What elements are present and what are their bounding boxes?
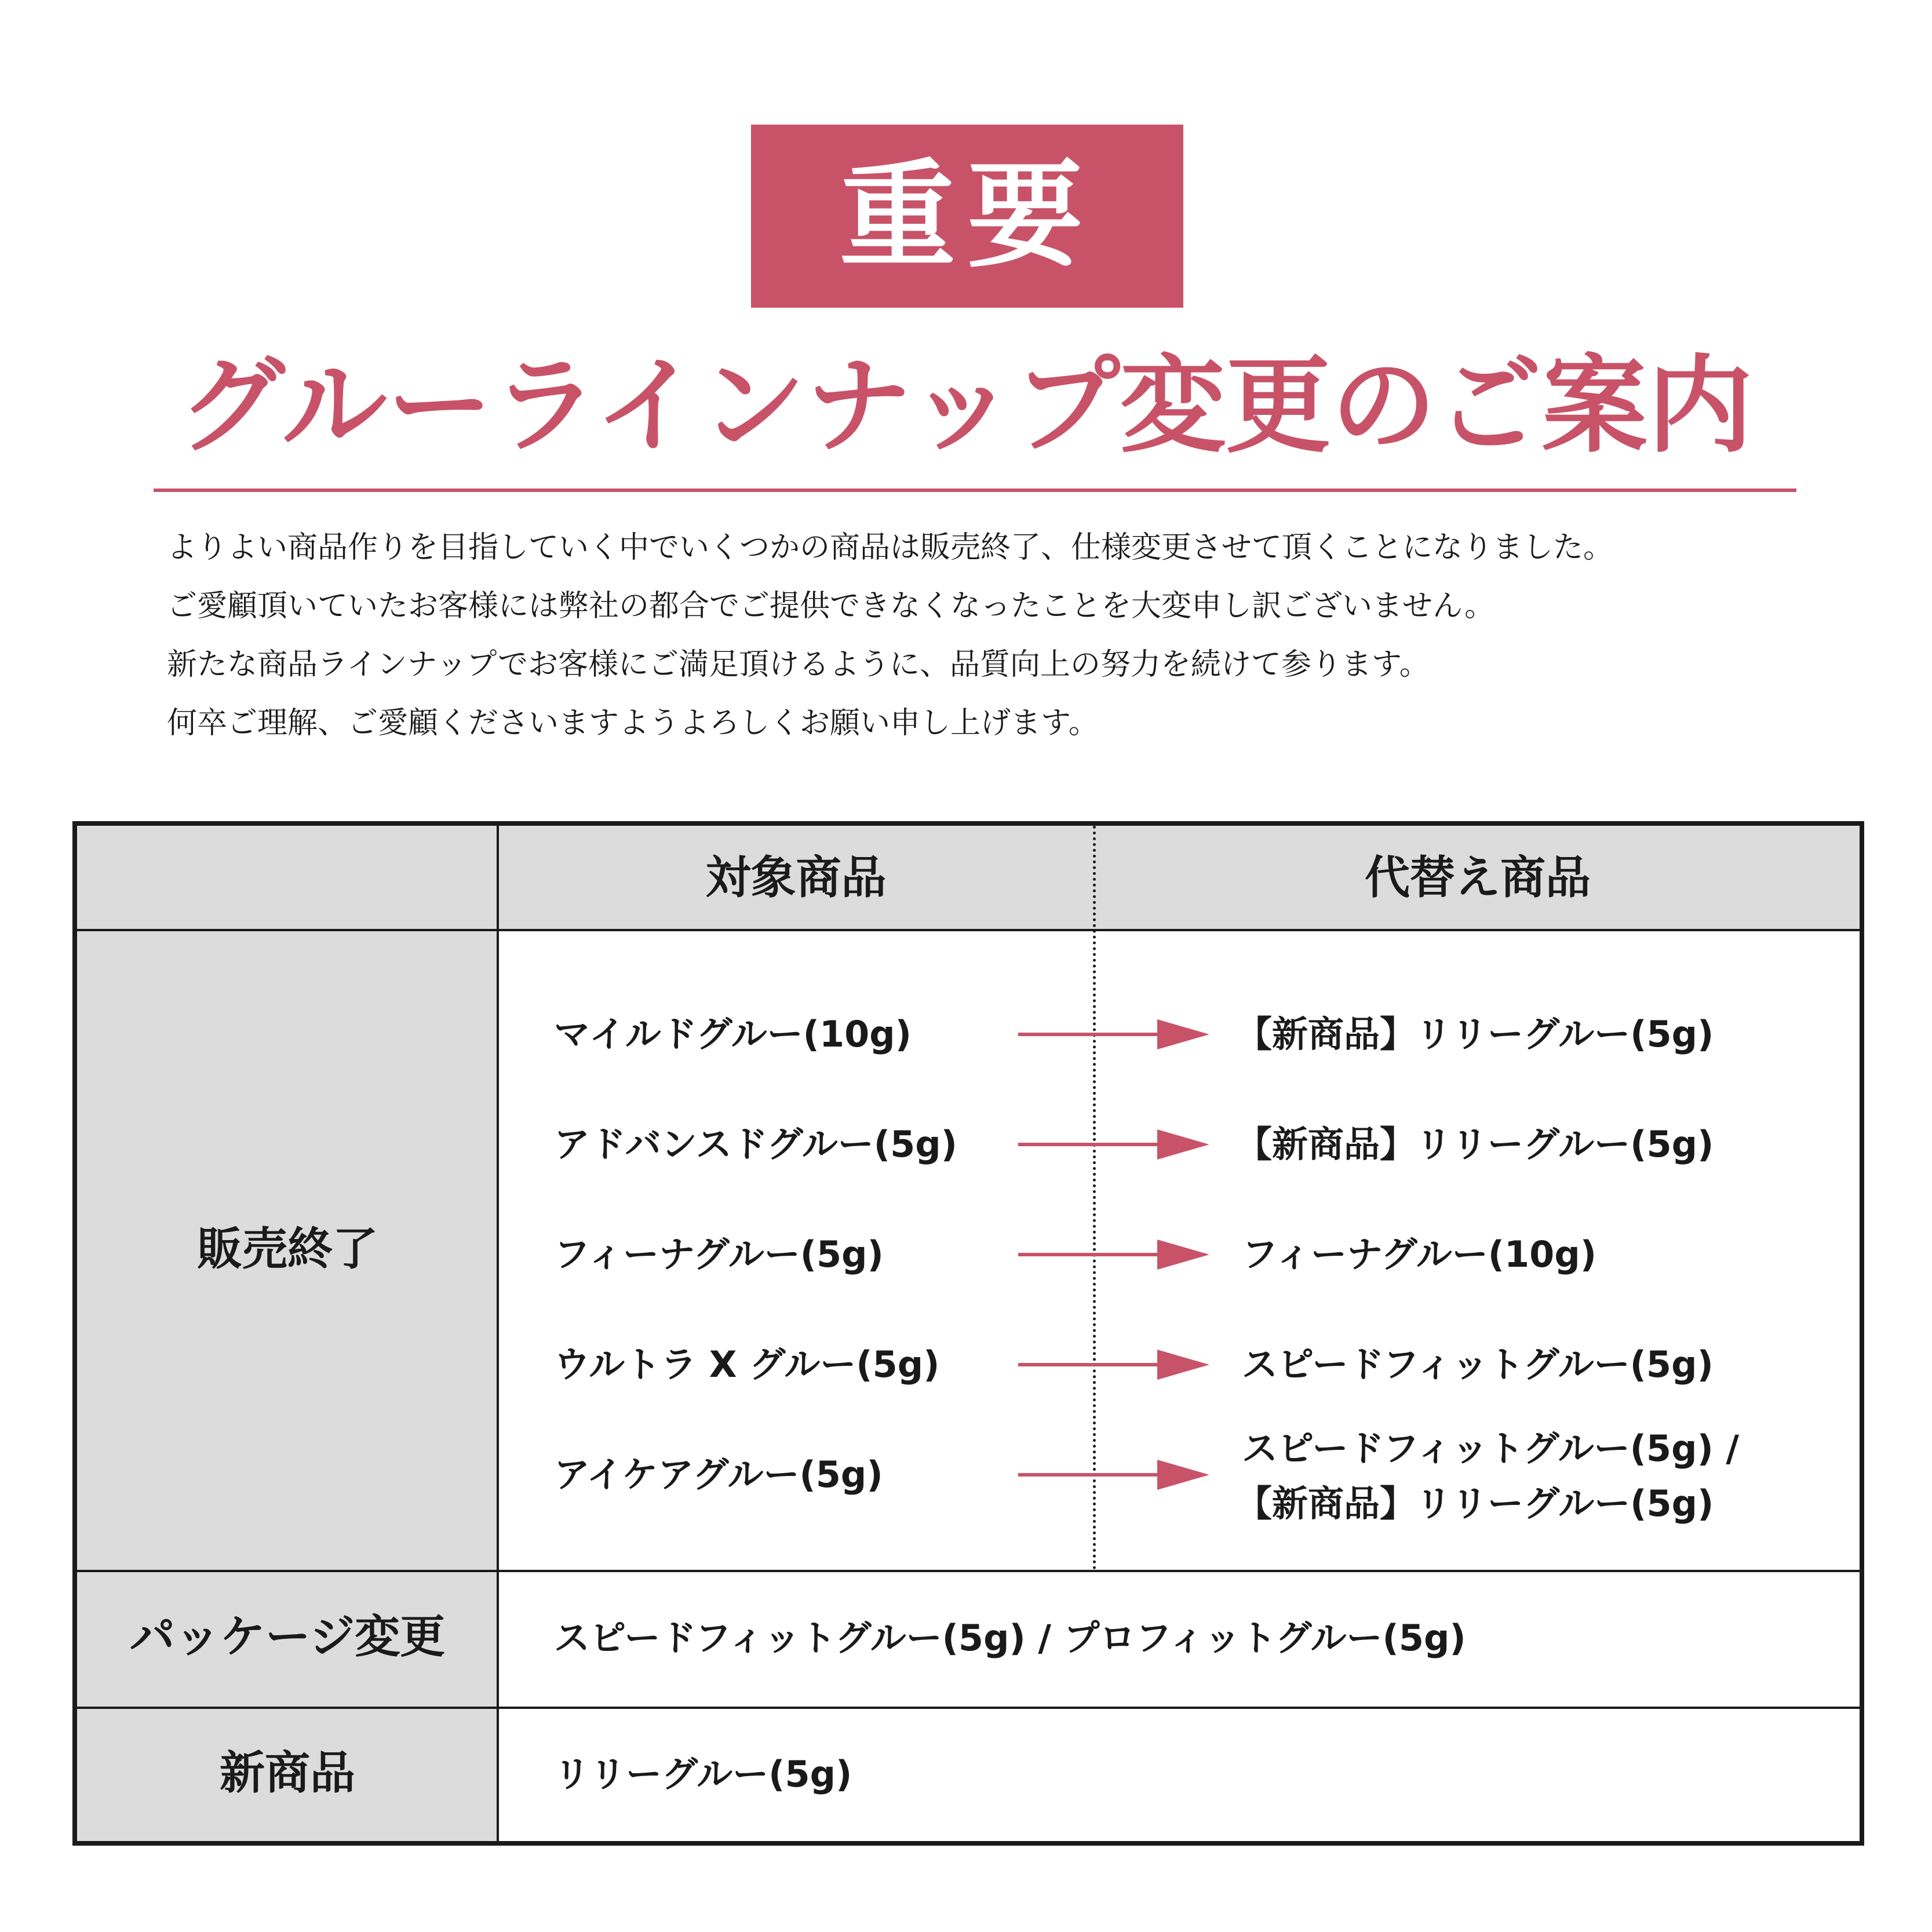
discontinued-item: ウルトラ X グルー(5g) (554, 1343, 940, 1386)
intro-text (167, 519, 1847, 753)
page-title: グルーラインナップ変更のご案内 (179, 344, 1753, 467)
arrow-right-icon (1018, 1457, 1209, 1492)
discontinued-item: アイケアグルー(5g) (554, 1453, 883, 1496)
column-divider (497, 826, 499, 1841)
replacement-item: フィーナグルー(10g) (1242, 1233, 1597, 1275)
replacement-item: スピードフィットグルー(5g) (1242, 1343, 1714, 1386)
arrow-right-icon (1018, 1127, 1209, 1162)
lineup-table (72, 821, 1864, 1846)
arrow-right-icon (1018, 1347, 1209, 1382)
important-badge: 重要 (751, 125, 1183, 308)
intro-line: よりよい商品作りを目指していく中でいくつかの商品は販売終了、仕様変更させて頂くことになりました。 (167, 530, 1614, 565)
row-divider (77, 1570, 1860, 1572)
arrow-right-icon (1018, 1017, 1209, 1052)
label-package-change: パッケージ変更 (129, 1611, 446, 1663)
replacement-item: 【新商品】リリーグルー(5g) (1236, 1123, 1714, 1165)
replacement-item: スピードフィットグルー(5g) / (1242, 1427, 1740, 1470)
arrow-right-icon (1018, 1237, 1209, 1272)
intro-line: 何卒ご理解、ご愛顧くださいますようよろしくお願い申し上げます。 (167, 706, 1099, 741)
label-column-bg (77, 930, 498, 1841)
row-divider (77, 1707, 1860, 1709)
replacement-item: 【新商品】リリーグルー(5g) (1236, 1482, 1714, 1525)
discontinued-item: マイルドグルー(10g) (554, 1013, 912, 1055)
discontinued-item: アドバンスドグルー(5g) (554, 1123, 957, 1165)
new-product-value: リリーグルー(5g) (554, 1753, 852, 1795)
header-replacement-products: 代替え商品 (1364, 852, 1591, 904)
intro-line: 新たな商品ラインナップでお客様にご満足頂けるように、品質向上の努力を続けて参ります。 (167, 647, 1430, 682)
package-change-value: スピードフィットグルー(5g) / プロフィットグルー(5g) (554, 1617, 1466, 1659)
intro-line: ご愛顧頂いていたお客様には弊社の都合でご提供できなくなったことを大変申し訳ございません。 (167, 589, 1495, 624)
title-underline (154, 489, 1796, 492)
label-discontinued: 販売終了 (196, 1223, 378, 1275)
label-new-product: 新商品 (219, 1747, 355, 1799)
header-target-products: 対象商品 (705, 852, 887, 904)
discontinued-item: フィーナグルー(5g) (554, 1233, 884, 1275)
replacement-item: 【新商品】リリーグルー(5g) (1236, 1013, 1714, 1055)
